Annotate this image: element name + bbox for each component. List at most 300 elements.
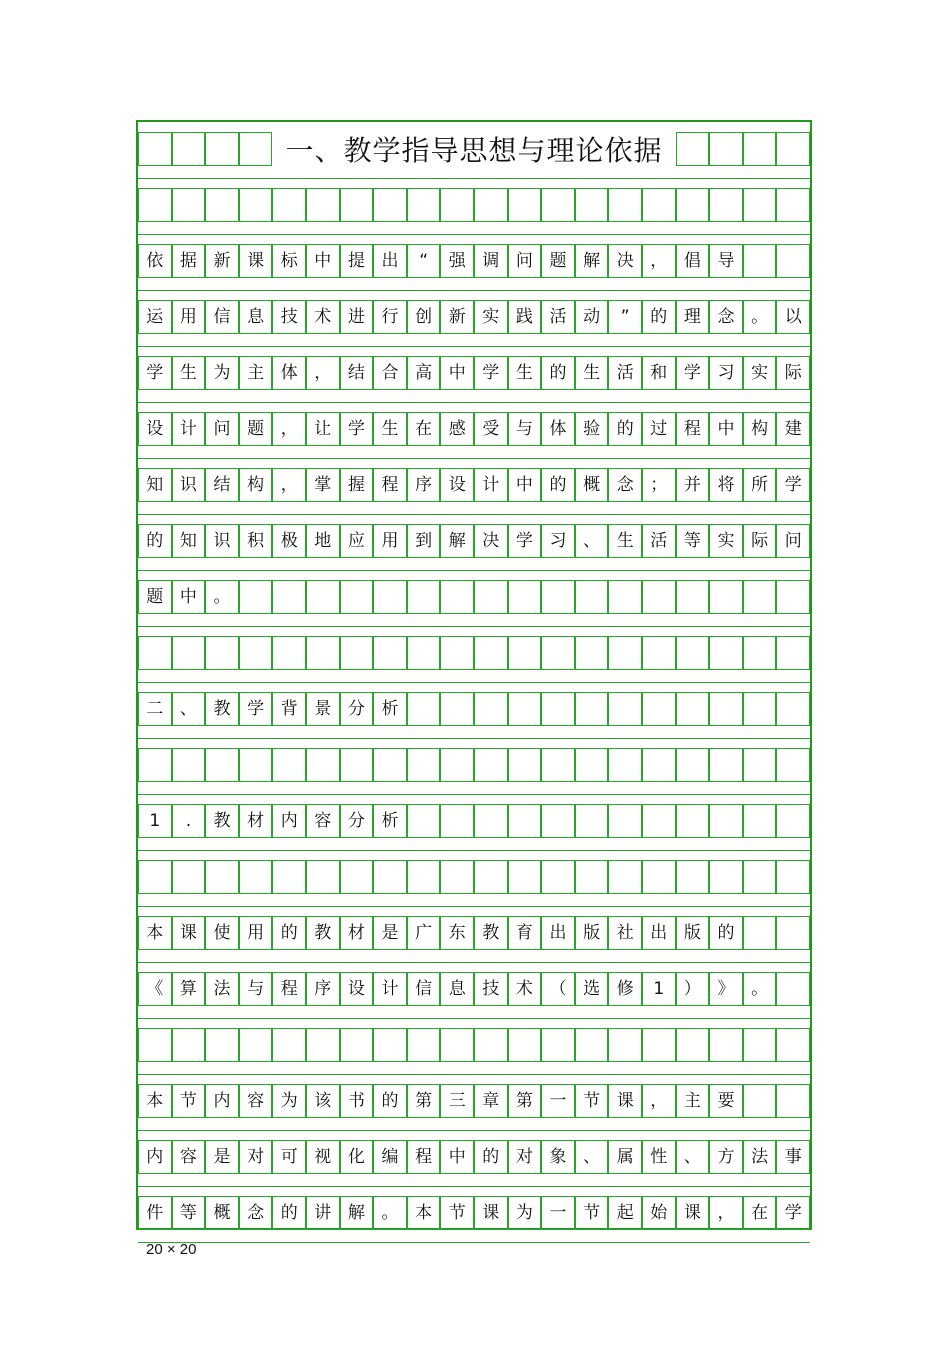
grid-cell (440, 860, 474, 894)
grid-cell: ） (676, 972, 710, 1006)
grid-size-label: 20 × 20 (146, 1241, 197, 1258)
grid-cell: 析 (373, 692, 407, 726)
grid-cell (575, 692, 609, 726)
grid-cell (608, 804, 642, 838)
grid-cell (306, 188, 340, 222)
grid-cell (575, 636, 609, 670)
grid-cell: 术 (306, 300, 340, 334)
grid-cell (205, 132, 239, 166)
grid-cell (541, 636, 575, 670)
grid-cell: 习 (541, 524, 575, 558)
grid-cell: 决 (474, 524, 508, 558)
grid-cell: 学 (138, 356, 172, 390)
grid-cell (608, 188, 642, 222)
grid-cell: 三 (440, 1084, 474, 1118)
grid-gap-line (138, 458, 810, 459)
grid-cell: 选 (575, 972, 609, 1006)
grid-cell: 中 (306, 244, 340, 278)
grid-gap-line (138, 570, 810, 571)
grid-cell: 分 (340, 692, 374, 726)
grid-cell: 倡 (676, 244, 710, 278)
grid-cell (474, 692, 508, 726)
grid-gap-line (138, 1074, 810, 1075)
grid-cell: 节 (575, 1196, 609, 1230)
grid-cell: 的 (541, 468, 575, 502)
grid-cell: 二 (138, 692, 172, 726)
grid-cell: 广 (407, 916, 441, 950)
grid-cell: 性 (642, 1140, 676, 1174)
grid-cell: 教 (205, 692, 239, 726)
grid-cell: 程 (407, 1140, 441, 1174)
grid-cell (575, 580, 609, 614)
grid-cell: 件 (138, 1196, 172, 1230)
grid-cell: 概 (205, 1196, 239, 1230)
grid-cell: 第 (407, 1084, 441, 1118)
grid-cell: 、 (575, 1140, 609, 1174)
grid-cell (508, 860, 542, 894)
grid-cell: 设 (440, 468, 474, 502)
grid-cell: 学 (474, 356, 508, 390)
grid-cell (172, 860, 206, 894)
grid-gap-line (138, 1242, 810, 1243)
grid-cell (272, 1028, 306, 1062)
grid-cell (676, 692, 710, 726)
grid-cell: 等 (172, 1196, 206, 1230)
grid-cell (709, 1028, 743, 1062)
grid-cell: 算 (172, 972, 206, 1006)
grid-row (138, 132, 810, 166)
grid-cell (407, 1028, 441, 1062)
grid-cell (743, 244, 777, 278)
grid-cell: 为 (508, 1196, 542, 1230)
grid-cell: 的 (138, 524, 172, 558)
grid-cell (743, 580, 777, 614)
grid-cell: 计 (373, 972, 407, 1006)
grid-gap-line (138, 1186, 810, 1187)
grid-cell (608, 1028, 642, 1062)
grid-cell: 际 (743, 524, 777, 558)
grid-cell (272, 188, 306, 222)
grid-cell (172, 748, 206, 782)
grid-cell (373, 580, 407, 614)
grid-cell: 容 (172, 1140, 206, 1174)
grid-cell: 念 (608, 468, 642, 502)
grid-cell (776, 1028, 810, 1062)
grid-cell: 决 (608, 244, 642, 278)
grid-gap-line (138, 850, 810, 851)
grid-cell (474, 636, 508, 670)
grid-cell: 在 (407, 412, 441, 446)
grid-cell: 用 (172, 300, 206, 334)
grid-cell (474, 188, 508, 222)
grid-cell: 对 (239, 1140, 273, 1174)
grid-cell: 技 (474, 972, 508, 1006)
grid-cell: 视 (306, 1140, 340, 1174)
grid-cell: 并 (676, 468, 710, 502)
grid-cell: 活 (642, 524, 676, 558)
grid-cell (642, 748, 676, 782)
grid-cell: 、 (172, 692, 206, 726)
grid-cell (340, 188, 374, 222)
grid-cell (743, 860, 777, 894)
grid-cell (608, 692, 642, 726)
grid-cell (272, 580, 306, 614)
grid-cell (776, 580, 810, 614)
grid-cell (306, 636, 340, 670)
grid-cell (709, 692, 743, 726)
grid-cell: 创 (407, 300, 441, 334)
grid-gap-line (138, 738, 810, 739)
grid-cell: 教 (205, 804, 239, 838)
grid-cell: 育 (508, 916, 542, 950)
grid-cell (373, 1028, 407, 1062)
grid-cell: 生 (373, 412, 407, 446)
grid-cell (743, 132, 777, 166)
grid-cell: 的 (541, 356, 575, 390)
grid-cell: 。 (743, 300, 777, 334)
grid-row (138, 356, 810, 390)
grid-cell (407, 580, 441, 614)
grid-cell (575, 860, 609, 894)
grid-cell: 设 (340, 972, 374, 1006)
grid-cell (676, 188, 710, 222)
grid-cell: 为 (205, 356, 239, 390)
grid-cell: 中 (709, 412, 743, 446)
grid-cell: 的 (608, 412, 642, 446)
grid-row (138, 412, 810, 446)
grid-cell: 对 (508, 1140, 542, 1174)
grid-cell: 出 (541, 916, 575, 950)
grid-cell (306, 860, 340, 894)
grid-cell: 序 (407, 468, 441, 502)
grid-cell (676, 132, 710, 166)
grid-cell (776, 804, 810, 838)
grid-cell (138, 636, 172, 670)
grid-cell (508, 636, 542, 670)
grid-cell (205, 636, 239, 670)
grid-cell: 可 (272, 1140, 306, 1174)
grid-cell (575, 1028, 609, 1062)
grid-cell: 到 (407, 524, 441, 558)
grid-cell: 践 (508, 300, 542, 334)
grid-row (138, 524, 810, 558)
grid-cell: 学 (776, 1196, 810, 1230)
grid-cell: 教 (306, 916, 340, 950)
grid-gap-line (138, 794, 810, 795)
grid-row (138, 636, 810, 670)
grid-cell (608, 636, 642, 670)
grid-cell: 用 (373, 524, 407, 558)
grid-cell: ” (608, 300, 642, 334)
grid-cell: 设 (138, 412, 172, 446)
grid-cell: 始 (642, 1196, 676, 1230)
grid-cell (642, 636, 676, 670)
grid-cell: 过 (642, 412, 676, 446)
grid-cell: 中 (172, 580, 206, 614)
grid-cell: 、 (575, 524, 609, 558)
grid-cell: 概 (575, 468, 609, 502)
grid-cell: 》 (709, 972, 743, 1006)
grid-cell: 实 (709, 524, 743, 558)
grid-cell: 使 (205, 916, 239, 950)
page-title: 一、教学指导思想与理论依据 (272, 132, 675, 166)
grid-cell: 新 (205, 244, 239, 278)
grid-cell: 本 (407, 1196, 441, 1230)
grid-cell: 本 (138, 1084, 172, 1118)
grid-cell: 序 (306, 972, 340, 1006)
grid-cell (743, 748, 777, 782)
grid-cell (373, 636, 407, 670)
grid-cell (239, 860, 273, 894)
grid-cell: 息 (239, 300, 273, 334)
grid-cell: ， (272, 468, 306, 502)
grid-cell: 验 (575, 412, 609, 446)
grid-cell: 进 (340, 300, 374, 334)
grid-cell (642, 1028, 676, 1062)
grid-cell: 行 (373, 300, 407, 334)
grid-cell: 一 (541, 1196, 575, 1230)
grid-cell (474, 748, 508, 782)
grid-row (138, 1140, 810, 1174)
grid-cell (676, 1028, 710, 1062)
grid-cell (642, 188, 676, 222)
grid-cell (709, 860, 743, 894)
grid-cell: 分 (340, 804, 374, 838)
grid-cell (508, 804, 542, 838)
grid-cell (642, 580, 676, 614)
grid-cell: 生 (508, 356, 542, 390)
grid-cell: 解 (575, 244, 609, 278)
grid-cell: 高 (407, 356, 441, 390)
grid-cell: ， (642, 1084, 676, 1118)
grid-cell (407, 804, 441, 838)
grid-cell: 。 (743, 972, 777, 1006)
grid-cell: 节 (440, 1196, 474, 1230)
grid-cell: 习 (709, 356, 743, 390)
grid-cell (541, 1028, 575, 1062)
grid-cell: 感 (440, 412, 474, 446)
grid-cell (205, 188, 239, 222)
grid-cell: 修 (608, 972, 642, 1006)
grid-cell (508, 692, 542, 726)
grid-cell: 的 (373, 1084, 407, 1118)
grid-cell: 生 (172, 356, 206, 390)
grid-cell: 中 (508, 468, 542, 502)
grid-cell: 起 (608, 1196, 642, 1230)
grid-cell (272, 860, 306, 894)
grid-cell: 受 (474, 412, 508, 446)
grid-cell: 出 (373, 244, 407, 278)
grid-cell: 、 (676, 1140, 710, 1174)
grid-cell: 化 (340, 1140, 374, 1174)
grid-cell (373, 860, 407, 894)
grid-cell (709, 748, 743, 782)
grid-row (138, 1084, 810, 1118)
grid-cell: 调 (474, 244, 508, 278)
grid-cell (776, 636, 810, 670)
grid-cell (608, 748, 642, 782)
grid-cell: 中 (440, 356, 474, 390)
grid-cell: 内 (205, 1084, 239, 1118)
grid-cell: 材 (239, 804, 273, 838)
grid-cell: 让 (306, 412, 340, 446)
grid-cell: ， (709, 1196, 743, 1230)
grid-cell: 书 (340, 1084, 374, 1118)
grid-cell: 章 (474, 1084, 508, 1118)
grid-cell: 1 (642, 972, 676, 1006)
grid-cell (508, 188, 542, 222)
grid-cell: 掌 (306, 468, 340, 502)
grid-cell: 极 (272, 524, 306, 558)
grid-cell: 法 (743, 1140, 777, 1174)
grid-cell: 息 (440, 972, 474, 1006)
grid-cell (676, 748, 710, 782)
grid-cell (575, 188, 609, 222)
grid-row (138, 580, 810, 614)
grid-cell: 版 (676, 916, 710, 950)
grid-cell (239, 748, 273, 782)
grid-cell: 结 (340, 356, 374, 390)
grid-cell: 题 (138, 580, 172, 614)
grid-cell: 与 (239, 972, 273, 1006)
grid-cell: 课 (239, 244, 273, 278)
grid-cell: 生 (575, 356, 609, 390)
grid-cell: 方 (709, 1140, 743, 1174)
grid-gap-line (138, 1018, 810, 1019)
grid-cell (743, 1028, 777, 1062)
grid-gap-line (138, 178, 810, 179)
grid-cell: 技 (272, 300, 306, 334)
grid-cell: 与 (508, 412, 542, 446)
grid-cell: 应 (340, 524, 374, 558)
grid-cell: 所 (743, 468, 777, 502)
grid-cell (608, 580, 642, 614)
grid-cell (407, 860, 441, 894)
grid-cell (138, 188, 172, 222)
grid-row (138, 188, 810, 222)
grid-cell (340, 860, 374, 894)
grid-cell: 的 (272, 1196, 306, 1230)
grid-cell: 计 (474, 468, 508, 502)
grid-cell (440, 188, 474, 222)
grid-cell: 课 (608, 1084, 642, 1118)
grid-cell: 问 (205, 412, 239, 446)
grid-cell: ； (642, 468, 676, 502)
grid-cell: 强 (440, 244, 474, 278)
grid-cell: 学 (508, 524, 542, 558)
grid-cell: 活 (608, 356, 642, 390)
grid-row (138, 1028, 810, 1062)
grid-cell: 《 (138, 972, 172, 1006)
grid-row (138, 300, 810, 334)
grid-cell (340, 748, 374, 782)
grid-cell (340, 636, 374, 670)
grid-cell (440, 636, 474, 670)
grid-gap-line (138, 682, 810, 683)
grid-cell: 社 (608, 916, 642, 950)
grid-cell (306, 748, 340, 782)
grid-cell: 体 (272, 356, 306, 390)
grid-row (138, 916, 810, 950)
grid-cell: 实 (474, 300, 508, 334)
grid-cell (541, 748, 575, 782)
grid-gap-line (138, 906, 810, 907)
grid-cell: 建 (776, 412, 810, 446)
grid-cell (743, 692, 777, 726)
grid-cell (508, 1028, 542, 1062)
grid-cell: 是 (373, 916, 407, 950)
grid-cell (239, 1028, 273, 1062)
grid-cell: 体 (541, 412, 575, 446)
grid-cell: 1 (138, 804, 172, 838)
grid-gap-line (138, 962, 810, 963)
grid-cell: 构 (743, 412, 777, 446)
grid-cell (676, 860, 710, 894)
grid-cell: 内 (272, 804, 306, 838)
grid-cell (541, 804, 575, 838)
grid-cell (407, 748, 441, 782)
grid-cell: 象 (541, 1140, 575, 1174)
grid-cell: 动 (575, 300, 609, 334)
grid-cell: 材 (340, 916, 374, 950)
grid-cell (776, 692, 810, 726)
grid-cell (608, 860, 642, 894)
grid-cell: 导 (709, 244, 743, 278)
manuscript-grid (136, 120, 812, 1230)
grid-cell (272, 636, 306, 670)
grid-row (138, 1196, 810, 1230)
grid-cell: 运 (138, 300, 172, 334)
grid-cell: 用 (239, 916, 273, 950)
grid-cell (373, 748, 407, 782)
grid-cell: 教 (474, 916, 508, 950)
grid-cell (709, 132, 743, 166)
grid-cell: 计 (172, 412, 206, 446)
grid-cell (474, 860, 508, 894)
grid-cell (172, 132, 206, 166)
grid-cell (743, 916, 777, 950)
grid-row (138, 972, 810, 1006)
grid-cell (306, 1028, 340, 1062)
grid-cell (340, 580, 374, 614)
grid-cell: 。 (205, 580, 239, 614)
grid-cell: 出 (642, 916, 676, 950)
grid-cell: 据 (172, 244, 206, 278)
grid-cell (340, 1028, 374, 1062)
grid-cell: . (172, 804, 206, 838)
grid-cell (776, 860, 810, 894)
grid-cell: 容 (306, 804, 340, 838)
grid-cell: 第 (508, 1084, 542, 1118)
grid-cell (776, 748, 810, 782)
grid-cell: 程 (373, 468, 407, 502)
grid-cell: 析 (373, 804, 407, 838)
grid-cell (776, 244, 810, 278)
grid-cell: 学 (676, 356, 710, 390)
grid-gap-line (138, 402, 810, 403)
grid-cell: ， (272, 412, 306, 446)
grid-cell: 地 (306, 524, 340, 558)
grid-cell: 该 (306, 1084, 340, 1118)
grid-cell (709, 188, 743, 222)
grid-cell: 要 (709, 1084, 743, 1118)
grid-cell: 容 (239, 1084, 273, 1118)
grid-cell: 程 (676, 412, 710, 446)
grid-cell (239, 580, 273, 614)
grid-row (138, 244, 810, 278)
grid-gap-line (138, 514, 810, 515)
grid-cell: 新 (440, 300, 474, 334)
